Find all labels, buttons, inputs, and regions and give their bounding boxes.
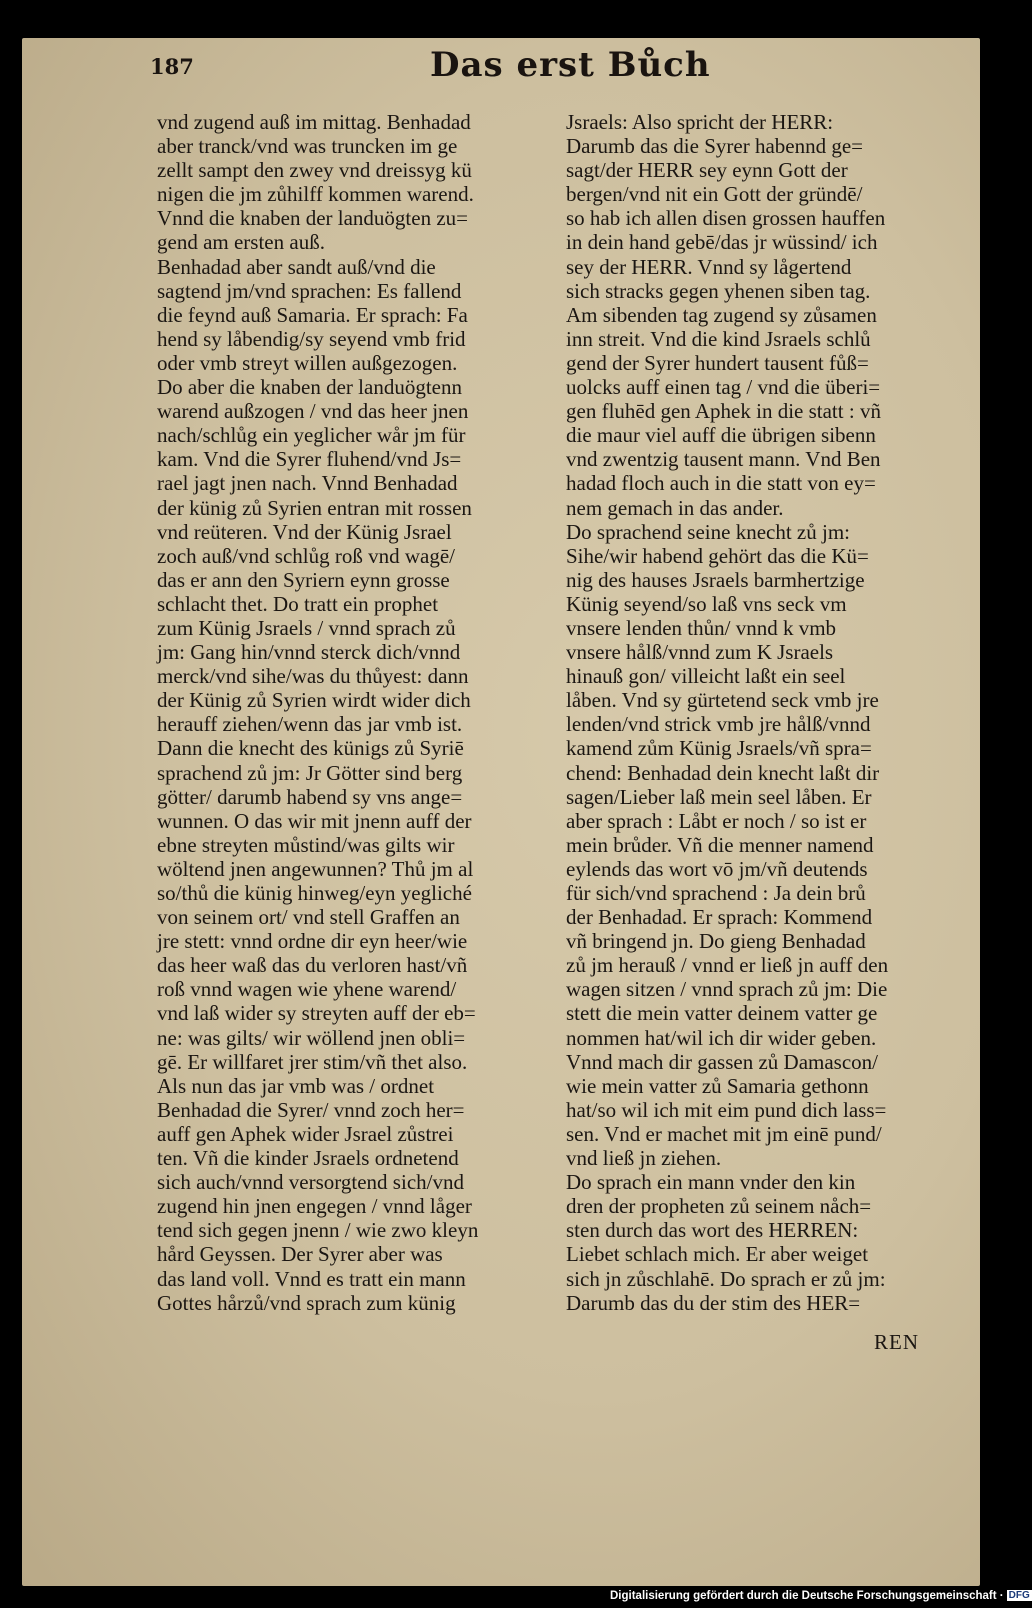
- text-line: sich jn zůschlahē. Do sprach er zů jm:: [566, 1266, 886, 1291]
- text-line: Do aber die knaben der landuögtenn: [157, 375, 462, 400]
- text-line: nigen die jm zůhilff kommen warend.: [157, 182, 474, 207]
- text-line: kamend zům Künig Jsraels/vñ spra=: [566, 736, 872, 761]
- text-line: vnd reüteren. Vnd der Künig Jsrael: [157, 519, 452, 544]
- text-line: wunnen. O das wir mit jnenn auff der: [157, 808, 472, 833]
- text-line: gend am ersten auß.: [157, 230, 325, 255]
- text-line: zugend hin jnen engegen / vnnd låger: [157, 1194, 472, 1219]
- text-line: zů jm herauß / vnnd er ließ jn auff den: [566, 953, 889, 978]
- page-number: 187: [150, 54, 194, 79]
- text-line: roß vnnd wagen wie yhene warend/: [157, 977, 457, 1002]
- text-line: Jsraels: Also spricht der HERR:: [566, 110, 834, 134]
- text-line: zoch auß/vnd schlůg roß vnd wagē/: [157, 543, 456, 568]
- text-line: sagtend jm/vnd sprachen: Es fallend: [157, 278, 462, 303]
- text-line: zum Künig Jsraels / vnnd sprach zů: [157, 615, 456, 640]
- text-line: hård Geyssen. Der Syrer aber was: [157, 1242, 443, 1267]
- text-line: auff gen Aphek wider Jsrael zůstrei: [157, 1121, 454, 1146]
- text-line: aber tranck/vnd was truncken im ge: [157, 134, 458, 159]
- text-line: nommen hat/wil ich dir wider geben.: [566, 1025, 877, 1050]
- text-line: uolcks auff einen tag / vnd die überi=: [566, 375, 881, 400]
- text-line: wagen sitzen / vnnd sprach zů jm: Die: [566, 977, 888, 1002]
- text-line: schlacht thet. Do tratt ein prophet: [157, 591, 439, 616]
- text-line: inn streit. Vnd die kind Jsraels schlů: [566, 326, 871, 351]
- text-line: Gottes hårzů/vnd sprach zum künig: [157, 1290, 456, 1315]
- text-line: bergen/vnd nit ein Gott der gründē/: [566, 182, 863, 207]
- text-line: das heer waß das du verloren hast/vñ: [157, 953, 468, 978]
- text-line: vñ bringend jn. Do gieng Benhadad: [566, 929, 866, 954]
- text-line: jm: Gang hin/vnnd sterck dich/vnnd: [157, 640, 461, 665]
- text-line: herauff ziehen/wenn das jar vmb ist.: [157, 712, 463, 737]
- text-line: chend: Benhadad dein knecht laßt dir: [566, 760, 880, 785]
- text-line: Benhadad die Syrer/ vnnd zoch her=: [157, 1097, 465, 1122]
- text-line: götter/ darumb habend sy vns ange=: [157, 784, 463, 809]
- text-line: vnsere hålß/vnnd zum K Jsraels: [566, 640, 834, 665]
- text-line: hend sy låbendig/sy seyend vmb frid: [157, 326, 466, 351]
- catchword: REN: [874, 1330, 919, 1354]
- text-line: sen. Vnd er machet mit jm einē pund/: [566, 1121, 882, 1146]
- text-line: merck/vnd sihe/was du thůyest: dann: [157, 664, 469, 689]
- text-line: Darumb das die Syrer habennd ge=: [566, 134, 864, 159]
- running-head: Das erst Bůch: [430, 45, 711, 85]
- text-line: Benhadad aber sandt auß/vnd die: [157, 254, 436, 279]
- right-text-column: [566, 110, 976, 1315]
- text-line: ten. Vñ die kinder Jsraels ordnetend: [157, 1146, 459, 1171]
- text-line: eylends das wort vō jm/vñ deutends: [566, 856, 868, 881]
- text-line: Liebet schlach mich. Er aber weiget: [566, 1242, 869, 1267]
- text-line: jre stett: vnnd ordne dir eyn heer/wie: [157, 929, 468, 954]
- text-line: hat/so wil ich mit eim pund dich lass=: [566, 1097, 887, 1122]
- text-line: låben. Vnd sy gürtetend seck vmb jre: [566, 688, 879, 713]
- text-line: zellt sampt den zwey vnd dreissyg kü: [157, 158, 472, 183]
- footer-credit: Digitalisierung gefördert durch die Deutsche Forschungsgemeinschaft ·: [610, 1590, 1004, 1602]
- text-line: von seinem ort/ vnd stell Graffen an: [157, 905, 460, 930]
- text-line: das land voll. Vnnd es tratt ein mann: [157, 1266, 466, 1291]
- text-line: für sich/vnd sprachend : Ja dein brů: [566, 881, 866, 905]
- text-line: sich stracks gegen yhenen siben tag.: [566, 278, 871, 303]
- text-line: der Künig zů Syrien wirdt wider dich: [157, 688, 471, 713]
- text-line: sey der HERR. Vnnd sy lågertend: [566, 254, 852, 279]
- text-line: dren der propheten zů seinem nåch=: [566, 1194, 872, 1219]
- text-line: vnd ließ jn ziehen.: [566, 1146, 722, 1171]
- text-line: gē. Er willfaret jrer stim/vñ thet also.: [157, 1049, 468, 1074]
- text-line: gen fluhēd gen Aphek in die statt : vñ: [566, 399, 881, 424]
- text-line: nem gemach in das ander.: [566, 495, 784, 520]
- digitization-footer: [610, 1590, 1030, 1608]
- left-text-column: [157, 110, 575, 1315]
- text-line: Vnnd die knaben der landuögten zu=: [157, 206, 469, 231]
- text-line: tend sich gegen jnenn / wie zwo kleyn: [157, 1218, 479, 1243]
- text-line: wie mein vatter zů Samaria gethonn: [566, 1073, 869, 1098]
- text-line: so hab ich allen disen grossen hauffen: [566, 206, 886, 231]
- text-line: Dann die knecht des künigs zů Syriē: [157, 736, 464, 761]
- text-line: der künig zů Syrien entran mit rossen: [157, 495, 472, 520]
- text-line: stett die mein vatter deinem vatter ge: [566, 1001, 878, 1026]
- text-line: die maur viel auff die übrigen sibenn: [566, 423, 876, 448]
- text-line: die feynd auß Samaria. Er sprach: Fa: [157, 302, 468, 327]
- text-line: Als nun das jar vmb was / ordnet: [157, 1073, 435, 1098]
- text-line: sagen/Lieber laß mein seel låben. Er: [566, 784, 872, 809]
- text-line: sagt/der HERR sey eynn Gott der: [566, 158, 848, 183]
- text-line: lenden/vnd strick vmb jre hålß/vnnd: [566, 712, 871, 737]
- text-line: hadad floch auch in die statt von ey=: [566, 471, 876, 496]
- text-line: Künig seyend/so laß vns seck vm: [566, 591, 847, 616]
- text-line: vnd zwentzig tausent mann. Vnd Ben: [566, 447, 881, 472]
- text-line: Do sprach ein mann vnder den kin: [566, 1170, 856, 1195]
- text-line: in dein hand gebē/das jr wüssind/ ich: [566, 230, 878, 255]
- text-line: der Benhadad. Er sprach: Kommend: [566, 905, 873, 930]
- text-line: mein brůder. Vñ die menner namend: [566, 832, 874, 857]
- text-line: nig des hauses Jsraels barmhertzige: [566, 567, 865, 592]
- text-line: ebne streyten můstind/was gilts wir: [157, 832, 455, 857]
- text-line: das er ann den Syriern eynn grosse: [157, 567, 450, 592]
- text-line: sprachend zů jm: Jr Götter sind berg: [157, 760, 463, 785]
- text-line: warend außzogen / vnd das heer jnen: [157, 399, 469, 424]
- text-line: rael jagt jnen nach. Vnnd Benhadad: [157, 471, 458, 496]
- text-line: vnd laß wider sy streyten auff der eb=: [157, 1001, 476, 1026]
- text-line: Vnnd mach dir gassen zů Damascon/: [566, 1049, 878, 1074]
- text-line: wöltend jnen angewunnen? Thů jm al: [157, 856, 474, 881]
- text-line: sich auch/vnnd versorgtend sich/vnd: [157, 1170, 464, 1195]
- text-line: nach/schlůg ein yeglicher wår jm für: [157, 423, 466, 448]
- text-line: ne: was gilts/ wir wöllend jnen obli=: [157, 1025, 466, 1050]
- text-line: hinauß gon/ villeicht laßt ein seel: [566, 664, 846, 689]
- text-line: Darumb das du der stim des HER=: [566, 1290, 861, 1315]
- text-line: Do sprachend seine knecht zů jm:: [566, 519, 850, 544]
- text-line: Sihe/wir habend gehört das die Kü=: [566, 543, 869, 568]
- text-line: gend der Syrer hundert tausent fůß=: [566, 350, 869, 375]
- dfg-logo: DFG: [1008, 1590, 1030, 1601]
- text-line: vnd zugend auß im mittag. Benhadad: [157, 110, 471, 134]
- text-line: vnsere lenden thůn/ vnnd k vmb: [566, 615, 837, 640]
- text-line: sten durch das wort des HERREN:: [566, 1218, 859, 1243]
- text-line: oder vmb streyt willen außgezogen.: [157, 350, 458, 375]
- text-line: Am sibenden tag zugend sy zůsamen: [566, 302, 877, 327]
- text-line: kam. Vnd die Syrer fluhend/vnd Js=: [157, 447, 462, 472]
- text-line: so/thů die künig hinweg/eyn yegliché: [157, 881, 472, 905]
- text-line: aber sprach : Låbt er noch / so ist er: [566, 808, 867, 833]
